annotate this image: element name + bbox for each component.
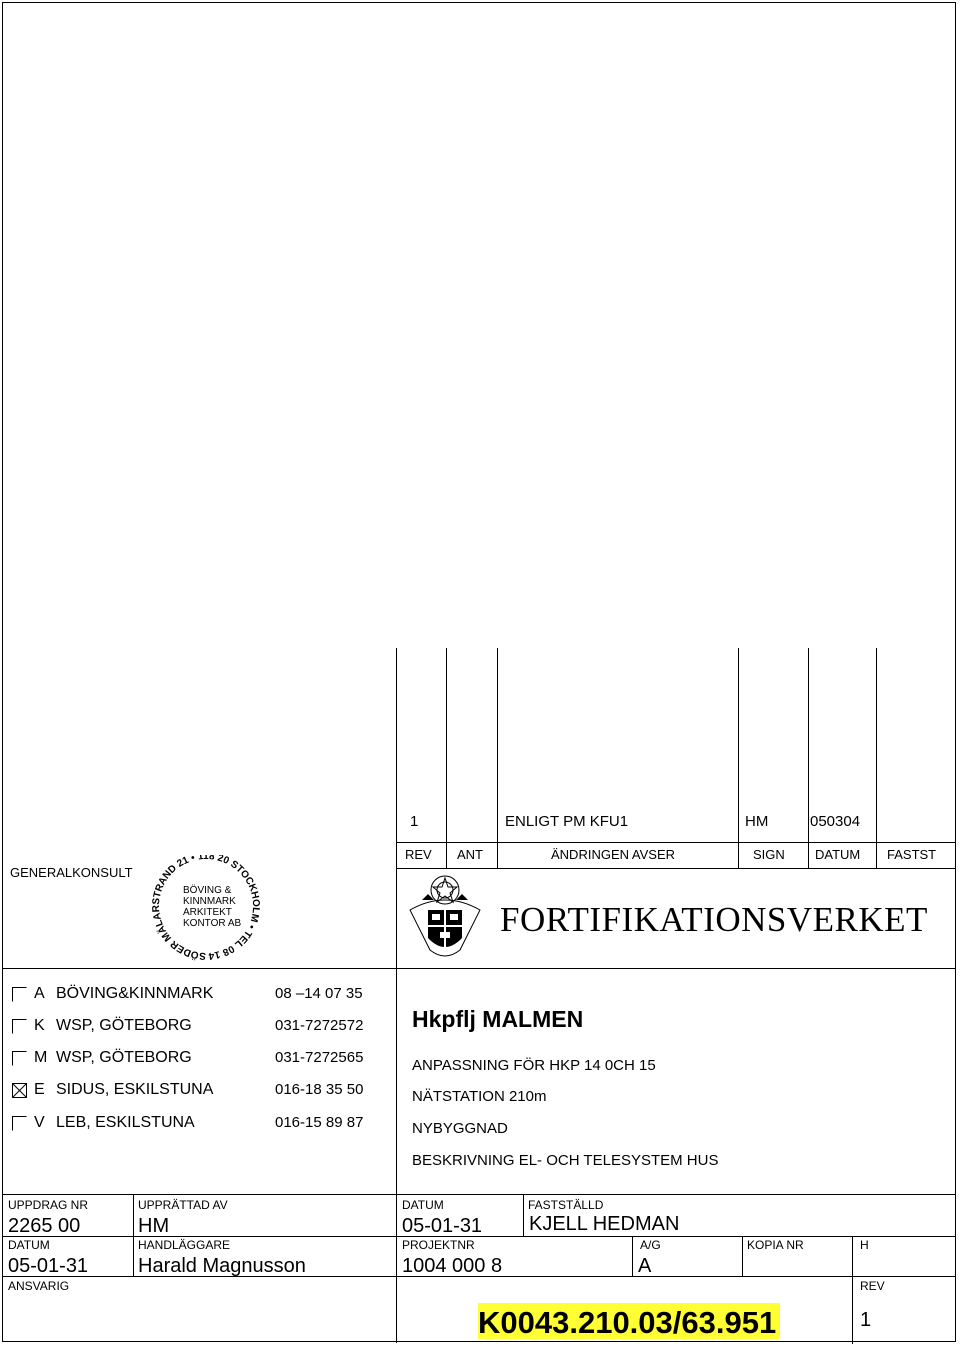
project-line-1: ANPASSNING FÖR HKP 14 0CH 15: [412, 1057, 656, 1074]
rev-header-ant: ANT: [457, 847, 483, 862]
date1-value: 05-01-31: [402, 1215, 483, 1237]
rev-header-approved: FASTST: [887, 847, 937, 862]
checkbox-icon: [12, 1019, 26, 1033]
rev-header-date: DATUM: [815, 847, 861, 862]
subconsultant-name: SIDUS, ESKILSTUNA: [56, 1081, 214, 1098]
subconsultant-phone: 031-7272572: [275, 1017, 364, 1034]
checkbox-icon: [12, 987, 26, 1001]
project-no-label: PROJEKTNR: [402, 1238, 475, 1252]
rev-label: REV: [860, 1279, 885, 1293]
rev-header-sign: SIGN: [753, 847, 785, 862]
stamp-line-4: KONTOR AB: [183, 918, 242, 929]
prepared-by-label: UPPRÄTTAD AV: [138, 1198, 228, 1212]
approved-value: KJELL HEDMAN: [529, 1213, 680, 1235]
subconsultant-name: BÖVING&KINNMARK: [56, 985, 214, 1002]
subconsultant-code: M: [34, 1049, 48, 1066]
subconsultant-name: LEB, ESKILSTUNA: [56, 1114, 195, 1131]
date2-value: 05-01-31: [8, 1255, 89, 1277]
h-label: H: [860, 1238, 869, 1252]
checkbox-icon: [12, 1116, 26, 1130]
assignment-label: UPPDRAG NR: [8, 1198, 89, 1212]
copy-no-label: KOPIA NR: [747, 1238, 804, 1252]
subconsultant-phone: 016-18 35 50: [275, 1081, 364, 1098]
prepared-by-value: HM: [138, 1215, 170, 1237]
handler-value: Harald Magnusson: [138, 1255, 306, 1277]
subconsultant-phone: 031-7272565: [275, 1049, 364, 1066]
subconsultant-code: E: [34, 1081, 45, 1098]
approved-label: FASTSTÄLLD: [528, 1198, 604, 1212]
document-number-highlight: [478, 1303, 780, 1339]
rev-header-change: ÄNDRINGEN AVSER: [551, 847, 676, 862]
subconsultant-name: WSP, GÖTEBORG: [56, 1049, 192, 1066]
project-line-4: BESKRIVNING EL- OCH TELESYSTEM HUS: [412, 1152, 719, 1169]
date2-label: DATUM: [8, 1238, 50, 1252]
subconsultant-code: A: [34, 985, 45, 1002]
assignment-value: 2265 00: [8, 1215, 81, 1237]
subconsultant-phone: 016-15 89 87: [275, 1114, 364, 1131]
ag-value: A: [638, 1255, 652, 1277]
subconsultant-code: V: [34, 1114, 45, 1131]
rev-row-sign: HM: [745, 813, 769, 830]
subconsultant-code: K: [34, 1017, 45, 1034]
stamp-line-2: KINNMARK: [183, 896, 236, 907]
checkbox-checked-icon: [12, 1083, 26, 1097]
stamp-line-1: BÖVING &: [183, 885, 232, 896]
project-no-value: 1004 000 8: [402, 1255, 503, 1277]
consultant-stamp: [145, 855, 267, 965]
subconsultant-name: WSP, GÖTEBORG: [56, 1017, 192, 1034]
responsible-label: ANSVARIG: [8, 1279, 70, 1293]
project-line-3: NYBYGGNAD: [412, 1120, 508, 1137]
rev-row-change: ENLIGT PM KFU1: [505, 813, 629, 830]
date1-label: DATUM: [402, 1198, 444, 1212]
rev-row-date: 050304: [810, 813, 861, 830]
drawing-frame: [2, 2, 956, 1342]
handler-label: HANDLÄGGARE: [138, 1238, 231, 1252]
rev-header-rev: REV: [405, 847, 432, 862]
agency-crest-icon: [400, 870, 490, 966]
project-title: Hkpflj MALMEN: [412, 1006, 584, 1032]
rev-value: 1: [860, 1309, 872, 1331]
document-number: K0043.210.03/63.951: [478, 1305, 777, 1340]
checkbox-icon: [12, 1051, 26, 1065]
consultant-label: GENERALKONSULT: [10, 865, 133, 880]
project-line-2: NÄTSTATION 210m: [412, 1088, 547, 1105]
ag-label: A/G: [640, 1238, 661, 1252]
stamp-line-3: ARKITEKT: [183, 907, 232, 918]
subconsultant-phone: 08 –14 07 35: [275, 985, 363, 1002]
rev-row-rev: 1: [410, 813, 419, 830]
agency-name: FORTIFIKATIONSVERKET: [500, 900, 928, 939]
svg-text:SÖDER MÄLARSTRAND 21 • 118 20: SÖDER MÄLARSTRAND 21 • 118 20 STOCKHOLM • TEL 08 14: [150, 855, 262, 962]
